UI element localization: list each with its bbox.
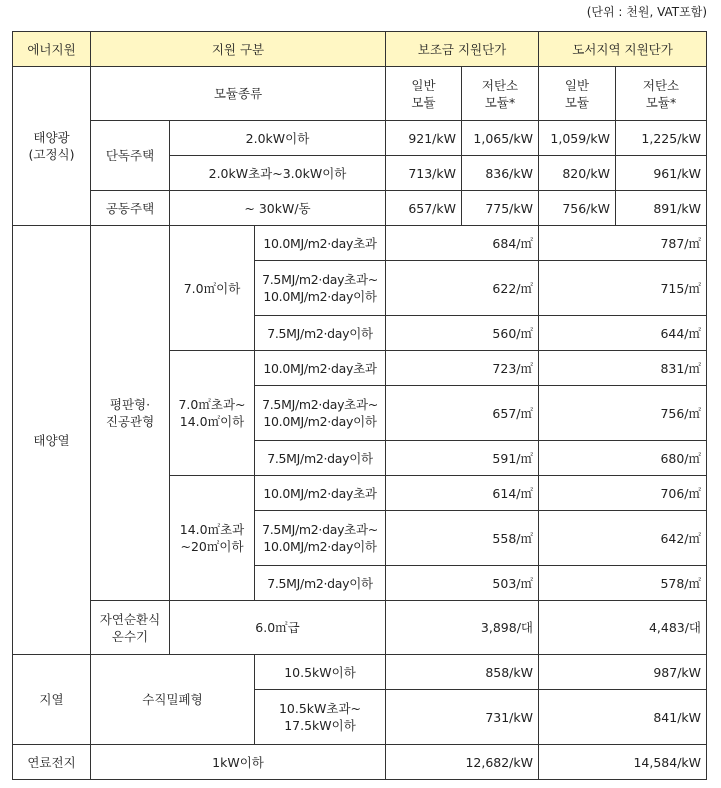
table-row (13, 67, 707, 121)
radiation-spec: 7.5MJ/m2·day이하 (255, 566, 386, 601)
value-cell: 836/kW (462, 156, 539, 191)
value-cell: 1,065/kW (462, 121, 539, 156)
value-cell: 775/kW (462, 191, 539, 226)
low-carbon-module-label: 저탄소 모듈* (616, 67, 707, 121)
header-subsidy: 보조금 지원단가 (386, 32, 539, 67)
natural-spec: 6.0㎡급 (170, 601, 386, 655)
pv-spec: 2.0kW초과~3.0kW이하 (170, 156, 386, 191)
fuel-cell-label: 연료전지 (13, 745, 91, 780)
value-cell: 756/kW (539, 191, 616, 226)
value-cell: 858/kW (386, 655, 539, 690)
table-row (13, 601, 707, 655)
value-cell: 961/kW (616, 156, 707, 191)
value-cell: 591/㎡ (386, 441, 539, 476)
value-cell: 723/㎡ (386, 351, 539, 386)
solar-pv-label: 태양광 (고정식) (13, 67, 91, 226)
header-energy: 에너지원 (13, 32, 91, 67)
value-cell: 987/kW (539, 655, 707, 690)
low-carbon-module-label: 저탄소 모듈* (462, 67, 539, 121)
value-cell: 684/㎡ (386, 226, 539, 261)
header-row (13, 32, 707, 67)
subsidy-table (12, 31, 707, 780)
general-module-label: 일반 모듈 (539, 67, 616, 121)
value-cell: 657/㎡ (386, 386, 539, 441)
radiation-spec: 7.5MJ/m2·day이하 (255, 441, 386, 476)
value-cell: 614/㎡ (386, 476, 539, 511)
value-cell: 14,584/kW (539, 745, 707, 780)
pv-spec: 2.0kW이하 (170, 121, 386, 156)
area-range-label: 7.0㎡초과~ 14.0㎡이하 (170, 351, 255, 476)
value-cell: 558/㎡ (386, 511, 539, 566)
value-cell: 831/㎡ (539, 351, 707, 386)
value-cell: 891/kW (616, 191, 707, 226)
table-row (13, 191, 707, 226)
radiation-spec: 10.0MJ/m2·day초과 (255, 351, 386, 386)
value-cell: 3,898/대 (386, 601, 539, 655)
area-range-label: 7.0㎡이하 (170, 226, 255, 351)
area-range-label: 14.0㎡초과 ~20㎡이하 (170, 476, 255, 601)
value-cell: 622/㎡ (386, 261, 539, 316)
unit-note: (단위 : 천원, VAT포함) (586, 5, 707, 19)
value-cell: 706/㎡ (539, 476, 707, 511)
value-cell: 787/㎡ (539, 226, 707, 261)
geothermal-label: 지열 (13, 655, 91, 745)
radiation-spec: 7.5MJ/m2·day이하 (255, 316, 386, 351)
detached-house-label: 단독주택 (91, 121, 170, 191)
radiation-spec: 10.0MJ/m2·day초과 (255, 476, 386, 511)
natural-circulation-label: 자연순환식 온수기 (91, 601, 170, 655)
value-cell: 713/kW (386, 156, 462, 191)
value-cell: 680/㎡ (539, 441, 707, 476)
radiation-spec: 10.0MJ/m2·day초과 (255, 226, 386, 261)
geo-spec: 10.5kW초과~ 17.5kW이하 (255, 690, 386, 745)
geo-spec: 10.5kW이하 (255, 655, 386, 690)
value-cell: 731/kW (386, 690, 539, 745)
fuel-cell-spec: 1kW이하 (91, 745, 386, 780)
table-row (13, 745, 707, 780)
radiation-spec: 7.5MJ/m2·day초과~ 10.0MJ/m2·day이하 (255, 386, 386, 441)
flat-vacuum-label: 평판형· 진공관형 (91, 226, 170, 601)
general-module-label: 일반 모듈 (386, 67, 462, 121)
value-cell: 578/㎡ (539, 566, 707, 601)
radiation-spec: 7.5MJ/m2·day초과~ 10.0MJ/m2·day이하 (255, 261, 386, 316)
table-row (13, 655, 707, 690)
solar-thermal-label: 태양열 (13, 226, 91, 655)
value-cell: 756/㎡ (539, 386, 707, 441)
value-cell: 560/㎡ (386, 316, 539, 351)
vertical-closed-label: 수직밀폐형 (91, 655, 255, 745)
value-cell: 657/kW (386, 191, 462, 226)
radiation-spec: 7.5MJ/m2·day초과~ 10.0MJ/m2·day이하 (255, 511, 386, 566)
value-cell: 644/㎡ (539, 316, 707, 351)
value-cell: 12,682/kW (386, 745, 539, 780)
table-row (13, 121, 707, 156)
apartment-label: 공동주택 (91, 191, 170, 226)
header-category: 지원 구분 (91, 32, 386, 67)
value-cell: 642/㎡ (539, 511, 707, 566)
header-island: 도서지역 지원단가 (539, 32, 707, 67)
value-cell: 4,483/대 (539, 601, 707, 655)
value-cell: 841/kW (539, 690, 707, 745)
value-cell: 921/kW (386, 121, 462, 156)
value-cell: 715/㎡ (539, 261, 707, 316)
value-cell: 1,225/kW (616, 121, 707, 156)
pv-spec: ~ 30kW/동 (170, 191, 386, 226)
module-type-label: 모듈종류 (91, 67, 386, 121)
table-row (13, 226, 707, 261)
value-cell: 503/㎡ (386, 566, 539, 601)
value-cell: 820/kW (539, 156, 616, 191)
value-cell: 1,059/kW (539, 121, 616, 156)
